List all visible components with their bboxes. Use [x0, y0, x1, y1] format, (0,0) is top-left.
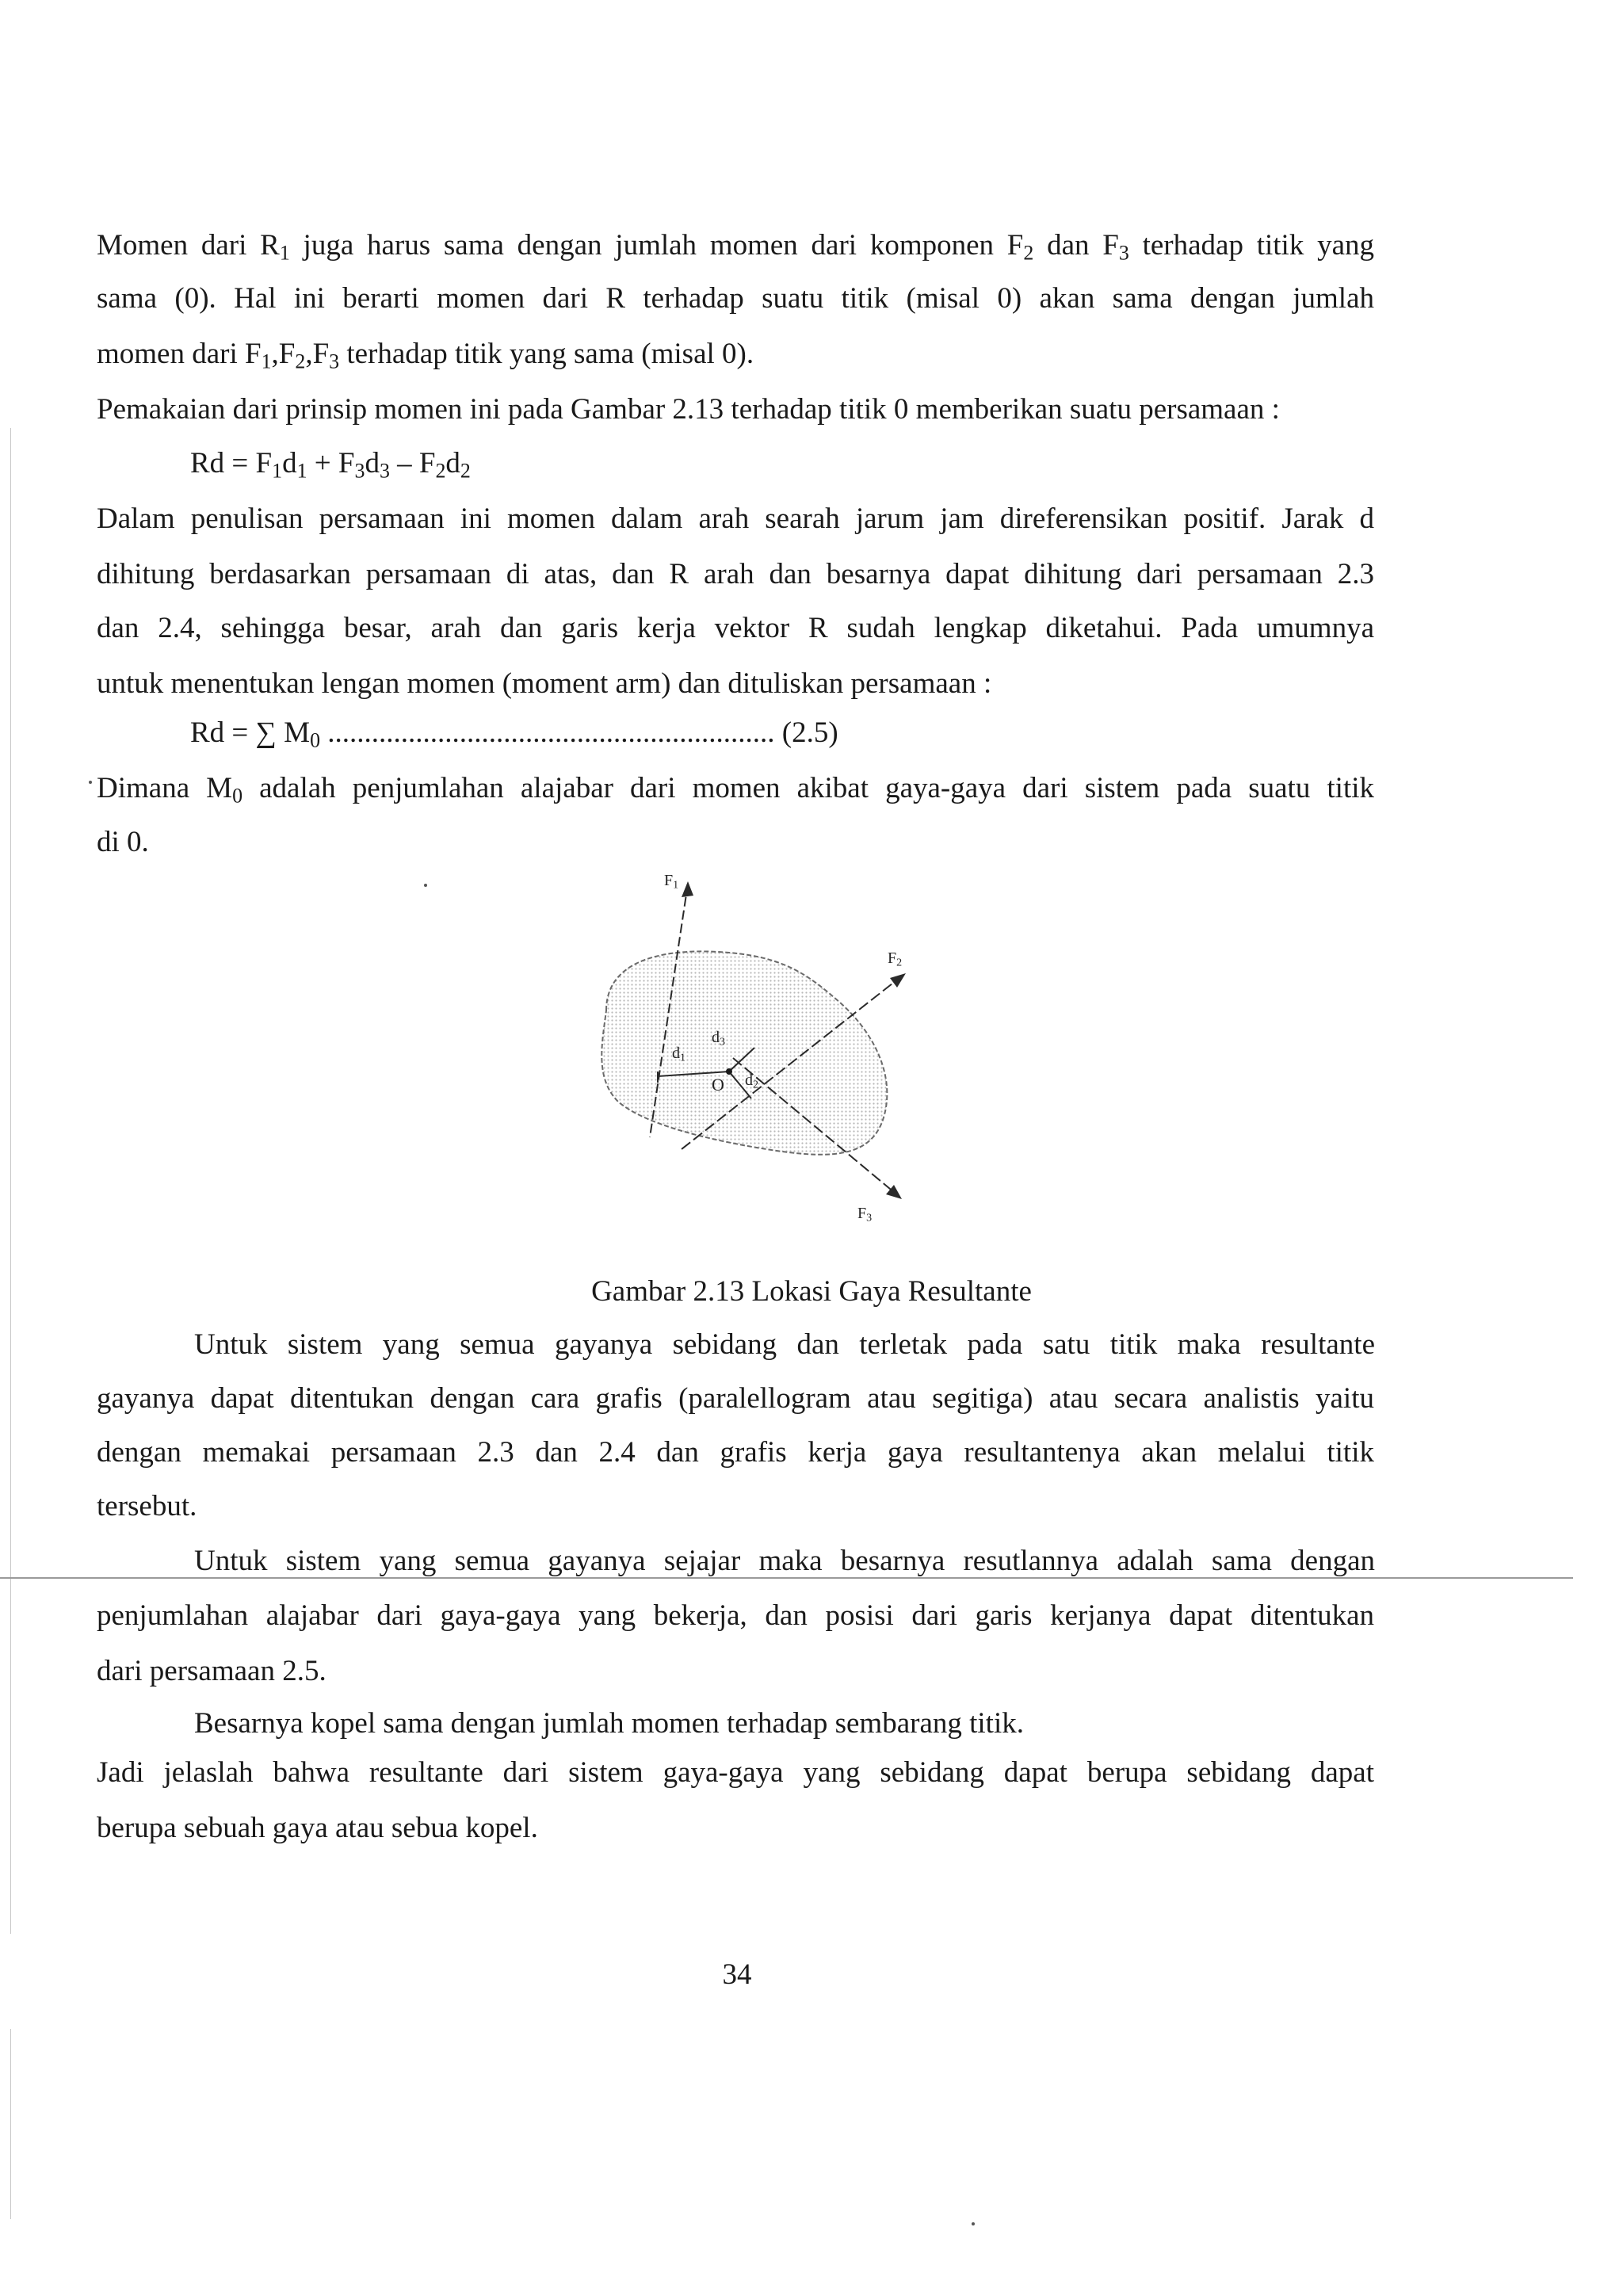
paragraph-4-line-2: di 0.: [97, 826, 149, 858]
figure-resultant-force-location: [571, 864, 919, 1236]
paragraph-8-line-2: berupa sebuah gaya atau sebua kopel.: [97, 1812, 538, 1844]
paragraph-5-line-3: dengan memakai persamaan 2.3 dan 2.4 dan grafis kerja gaya resultantenya akan melalui titik: [97, 1436, 1374, 1469]
equation-rd: $Rd = F_1d_1 + F_3d_3 - F_2d_2$: [190, 447, 471, 483]
paragraph-4-line-1: Dimana $M_0$ adalah penjumlahan alajabar dari momen akibat gaya-gaya dari sistem pada suatu titik: [97, 772, 1375, 808]
force-f2-arrowhead: [890, 973, 906, 988]
force-diagram: [571, 864, 919, 1236]
equation-2-5: Rd = ∑ $M_0$ ............................................................. (2.5): [190, 716, 838, 752]
scan-speck: [89, 781, 92, 784]
force-f1-arrowhead: [682, 881, 693, 897]
label-f1: $F_1$: [664, 872, 679, 892]
paragraph-7: Besarnya kopel sama dengan jumlah momen terhadap sembarang titik.: [194, 1707, 1024, 1740]
paragraph-3-line-3: dan 2.4, sehingga besar, arah dan garis kerja vektor R sudah lengkap diketahui. Pada umumnya: [97, 612, 1374, 644]
paragraph-5-line-1: Untuk sistem yang semua gayanya sebidang dan terletak pada satu titik maka resultante: [194, 1328, 1375, 1361]
paragraph-5-line-4: tersebut.: [97, 1490, 197, 1522]
label-d3: $d_3$: [712, 1029, 725, 1049]
paragraph-8-line-1: Jadi jelaslah bahwa resultante dari sistem gaya-gaya yang sebidang dapat berupa sebidang dapat: [97, 1756, 1374, 1789]
label-f3: $F_3$: [857, 1205, 873, 1224]
scan-speck: [972, 2222, 975, 2225]
paragraph-3-line-4: untuk menentukan lengan momen (moment arm) dan dituliskan persamaan :: [97, 667, 992, 700]
paragraph-3-line-1: Dalam penulisan persamaan ini momen dalam arah searah jarum jam direferensikan positif. Jarak d: [97, 502, 1374, 535]
paragraph-6-line-2: penjumlahan alajabar dari gaya-gaya yang bekerja, dan posisi dari garis kerjanya dapat ditentukan: [97, 1599, 1374, 1632]
scan-margin-line: [10, 2029, 11, 2219]
paragraph-6-line-3: dari persamaan 2.5.: [97, 1655, 327, 1687]
paragraph-1-line-3: momen dari $F_1,F_2,F_3$ terhadap titik yang sama (misal 0).: [97, 338, 754, 373]
page-number: 34: [722, 1958, 752, 1991]
figure-caption: Gambar 2.13 Lokasi Gaya Resultante: [591, 1275, 1032, 1308]
paragraph-1-line-1: Momen dari $R_1$ juga harus sama dengan jumlah momen dari komponen $F_2$ dan $F_3$ terhadap titik yang: [97, 229, 1374, 265]
scan-margin-line: [10, 428, 11, 1934]
label-f2: $F_2$: [888, 949, 903, 969]
paragraph-5-line-2: gayanya dapat ditentukan dengan cara grafis (paralellogram atau segitiga) atau secara analistis yaitu: [97, 1382, 1374, 1415]
scan-speck: [424, 884, 427, 887]
paragraph-2: Pemakaian dari prinsip momen ini pada Gambar 2.13 terhadap titik 0 memberikan suatu persamaan :: [97, 393, 1280, 426]
point-o: [726, 1068, 732, 1075]
rigid-body-shape: [601, 951, 887, 1154]
paragraph-6-line-1: Untuk sistem yang semua gayanya sejajar maka besarnya resutlannya adalah sama dengan: [194, 1545, 1375, 1577]
label-d1: $d_1$: [672, 1045, 685, 1064]
label-origin: O: [712, 1075, 724, 1095]
paragraph-1-line-2: sama (0). Hal ini berarti momen dari R terhadap suatu titik (misal 0) akan sama dengan jumlah: [97, 282, 1374, 315]
label-d2: $d_2$: [745, 1072, 758, 1091]
paragraph-3-line-2: dihitung berdasarkan persamaan di atas, dan R arah dan besarnya dapat dihitung dari persamaan 2.3: [97, 558, 1374, 590]
